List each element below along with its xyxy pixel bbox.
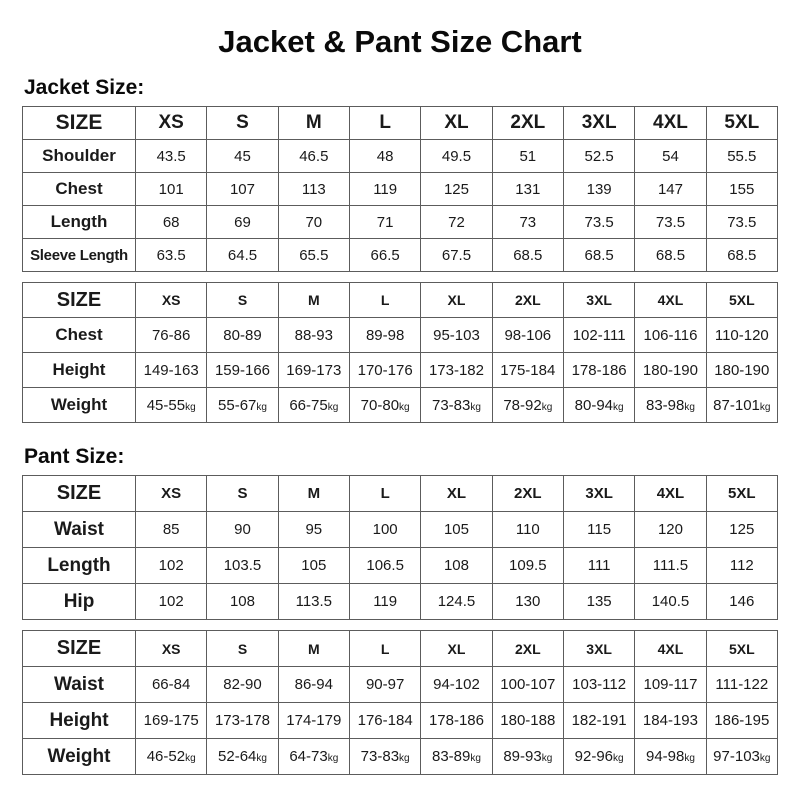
table-row <box>23 584 778 620</box>
row-label: Height <box>23 703 136 739</box>
cell-unit: kg <box>185 401 196 413</box>
header-size-s: S <box>207 631 278 667</box>
header-size-4xl: 4XL <box>635 476 706 512</box>
cell-value: 85 <box>136 512 207 548</box>
cell-value: 88-93 <box>278 318 349 353</box>
header-size-4xl: 4XL <box>635 107 706 140</box>
cell-value: 105 <box>421 512 492 548</box>
cell-value: 106.5 <box>349 548 420 584</box>
cell-value: 102 <box>136 548 207 584</box>
table-header-row <box>23 476 778 512</box>
cell-value: 89-98 <box>349 318 420 353</box>
cell-value: 120 <box>635 512 706 548</box>
cell-value: 100-107 <box>492 667 563 703</box>
header-size-m: M <box>278 283 349 318</box>
cell-value: 52.5 <box>563 140 634 173</box>
cell-value: 125 <box>421 173 492 206</box>
table-row <box>23 173 778 206</box>
row-label: Waist <box>23 512 136 548</box>
header-size-5xl: 5XL <box>706 107 777 140</box>
cell-value: 100 <box>349 512 420 548</box>
cell-value: 80-94kg <box>563 388 634 423</box>
cell-unit: kg <box>541 401 553 413</box>
cell-value: 90 <box>207 512 278 548</box>
header-size-2xl: 2XL <box>492 631 563 667</box>
table-row <box>23 239 778 272</box>
header-size-label: SIZE <box>23 631 136 667</box>
cell-value: 119 <box>349 584 420 620</box>
table-header-row <box>23 283 778 318</box>
cell-value: 182-191 <box>563 703 634 739</box>
header-size-5xl: 5XL <box>706 283 777 318</box>
row-label: Chest <box>23 173 136 206</box>
header-size-5xl: 5XL <box>706 631 777 667</box>
cell-unit: kg <box>684 753 695 764</box>
cell-value: 103-112 <box>563 667 634 703</box>
header-size-xl: XL <box>421 631 492 667</box>
cell-value: 76-86 <box>136 318 207 353</box>
header-size-label: SIZE <box>23 476 136 512</box>
cell-value: 175-184 <box>492 353 563 388</box>
cell-value: 87-101kg <box>706 388 777 423</box>
cell-value: 115 <box>563 512 634 548</box>
cell-value: 155 <box>706 173 777 206</box>
cell-value: 178-186 <box>421 703 492 739</box>
cell-unit: kg <box>684 401 695 413</box>
jacket-measurement-table <box>22 106 778 272</box>
header-size-xl: XL <box>421 476 492 512</box>
table-header-row <box>23 107 778 140</box>
header-size-2xl: 2XL <box>492 476 563 512</box>
page-title: Jacket & Pant Size Chart <box>218 24 582 59</box>
table-row <box>23 703 778 739</box>
cell-value: 113.5 <box>278 584 349 620</box>
cell-value: 95 <box>278 512 349 548</box>
cell-value: 135 <box>563 584 634 620</box>
cell-value: 89-93kg <box>492 739 563 775</box>
table-header-row <box>23 631 778 667</box>
cell-value: 95-103 <box>421 318 492 353</box>
cell-value: 73.5 <box>563 206 634 239</box>
cell-value: 68.5 <box>492 239 563 272</box>
cell-value: 73.5 <box>706 206 777 239</box>
cell-value: 46.5 <box>278 140 349 173</box>
header-size-3xl: 3XL <box>563 107 634 140</box>
cell-value: 111-122 <box>706 667 777 703</box>
cell-value: 45-55kg <box>136 388 207 423</box>
row-label: Length <box>23 548 136 584</box>
cell-unit: kg <box>256 753 267 764</box>
cell-value: 112 <box>706 548 777 584</box>
cell-value: 80-89 <box>207 318 278 353</box>
cell-value: 52-64kg <box>207 739 278 775</box>
header-size-l: L <box>349 107 420 140</box>
cell-value: 102 <box>136 584 207 620</box>
cell-unit: kg <box>541 753 553 764</box>
pant-body-table <box>22 630 778 775</box>
table-row <box>23 206 778 239</box>
cell-value: 124.5 <box>421 584 492 620</box>
cell-value: 102-111 <box>563 318 634 353</box>
cell-value: 55.5 <box>706 140 777 173</box>
table-row <box>23 140 778 173</box>
cell-unit: kg <box>613 401 624 413</box>
cell-unit: kg <box>759 753 771 764</box>
pant-measurement-table <box>22 475 778 620</box>
cell-value: 70-80kg <box>349 388 420 423</box>
header-size-3xl: 3XL <box>563 631 634 667</box>
header-size-3xl: 3XL <box>563 283 634 318</box>
pant-measurement-body <box>23 476 778 620</box>
cell-value: 131 <box>492 173 563 206</box>
cell-value: 159-166 <box>207 353 278 388</box>
cell-value: 90-97 <box>349 667 420 703</box>
cell-unit: kg <box>327 753 339 764</box>
pant-section-title: Pant Size: <box>24 445 125 468</box>
table-row <box>23 512 778 548</box>
cell-value: 70 <box>278 206 349 239</box>
cell-value: 82-90 <box>207 667 278 703</box>
cell-value: 92-96kg <box>563 739 634 775</box>
cell-value: 173-178 <box>207 703 278 739</box>
cell-value: 119 <box>349 173 420 206</box>
cell-value: 109.5 <box>492 548 563 584</box>
cell-unit: kg <box>759 401 771 413</box>
cell-value: 113 <box>278 173 349 206</box>
cell-value: 46-52kg <box>136 739 207 775</box>
cell-value: 68 <box>136 206 207 239</box>
row-label: Sleeve Length <box>23 239 136 272</box>
cell-value: 73 <box>492 206 563 239</box>
header-size-m: M <box>278 476 349 512</box>
header-size-3xl: 3XL <box>563 476 634 512</box>
cell-value: 140.5 <box>635 584 706 620</box>
table-row <box>23 388 778 423</box>
row-label: Length <box>23 206 136 239</box>
cell-value: 130 <box>492 584 563 620</box>
table-row <box>23 318 778 353</box>
cell-value: 111.5 <box>635 548 706 584</box>
cell-value: 94-98kg <box>635 739 706 775</box>
cell-value: 55-67kg <box>207 388 278 423</box>
cell-value: 110 <box>492 512 563 548</box>
header-size-2xl: 2XL <box>492 107 563 140</box>
cell-value: 180-190 <box>706 353 777 388</box>
table-row <box>23 353 778 388</box>
header-size-m: M <box>278 107 349 140</box>
cell-value: 186-195 <box>706 703 777 739</box>
cell-value: 78-92kg <box>492 388 563 423</box>
row-label: Height <box>23 353 136 388</box>
cell-value: 69 <box>207 206 278 239</box>
cell-value: 71 <box>349 206 420 239</box>
cell-value: 73-83kg <box>421 388 492 423</box>
jacket-body-table <box>22 282 778 423</box>
header-size-5xl: 5XL <box>706 476 777 512</box>
row-label: Chest <box>23 318 136 353</box>
header-size-l: L <box>349 476 420 512</box>
cell-value: 43.5 <box>136 140 207 173</box>
cell-value: 105 <box>278 548 349 584</box>
cell-value: 86-94 <box>278 667 349 703</box>
cell-value: 98-106 <box>492 318 563 353</box>
cell-value: 110-120 <box>706 318 777 353</box>
row-label: Weight <box>23 388 136 423</box>
header-size-4xl: 4XL <box>635 283 706 318</box>
cell-value: 146 <box>706 584 777 620</box>
cell-value: 66.5 <box>349 239 420 272</box>
header-size-label: SIZE <box>23 107 136 140</box>
cell-value: 68.5 <box>635 239 706 272</box>
cell-value: 103.5 <box>207 548 278 584</box>
cell-unit: kg <box>613 753 624 764</box>
cell-value: 176-184 <box>349 703 420 739</box>
header-size-m: M <box>278 631 349 667</box>
cell-value: 66-84 <box>136 667 207 703</box>
cell-value: 83-98kg <box>635 388 706 423</box>
cell-value: 149-163 <box>136 353 207 388</box>
cell-value: 169-175 <box>136 703 207 739</box>
table-row <box>23 667 778 703</box>
cell-value: 174-179 <box>278 703 349 739</box>
cell-value: 72 <box>421 206 492 239</box>
header-size-xs: XS <box>136 631 207 667</box>
header-size-2xl: 2XL <box>492 283 563 318</box>
header-size-l: L <box>349 631 420 667</box>
cell-value: 48 <box>349 140 420 173</box>
cell-value: 49.5 <box>421 140 492 173</box>
cell-value: 180-190 <box>635 353 706 388</box>
cell-value: 170-176 <box>349 353 420 388</box>
jacket-body-body <box>23 283 778 423</box>
jacket-section-title: Jacket Size: <box>24 76 145 99</box>
cell-value: 147 <box>635 173 706 206</box>
cell-value: 73.5 <box>635 206 706 239</box>
cell-value: 83-89kg <box>421 739 492 775</box>
cell-unit: kg <box>470 753 481 764</box>
row-label: Hip <box>23 584 136 620</box>
header-size-4xl: 4XL <box>635 631 706 667</box>
cell-value: 65.5 <box>278 239 349 272</box>
header-size-xs: XS <box>136 107 207 140</box>
cell-value: 67.5 <box>421 239 492 272</box>
cell-value: 51 <box>492 140 563 173</box>
header-size-xl: XL <box>421 283 492 318</box>
cell-value: 64-73kg <box>278 739 349 775</box>
cell-value: 169-173 <box>278 353 349 388</box>
header-size-s: S <box>207 107 278 140</box>
cell-value: 97-103kg <box>706 739 777 775</box>
header-size-xs: XS <box>136 283 207 318</box>
cell-unit: kg <box>256 401 267 413</box>
header-size-l: L <box>349 283 420 318</box>
cell-value: 64.5 <box>207 239 278 272</box>
cell-value: 63.5 <box>136 239 207 272</box>
cell-unit: kg <box>399 401 410 413</box>
cell-unit: kg <box>327 401 339 413</box>
cell-value: 139 <box>563 173 634 206</box>
cell-value: 106-116 <box>635 318 706 353</box>
header-size-label: SIZE <box>23 283 136 318</box>
cell-value: 73-83kg <box>349 739 420 775</box>
header-size-s: S <box>207 283 278 318</box>
header-size-s: S <box>207 476 278 512</box>
cell-value: 108 <box>207 584 278 620</box>
cell-value: 108 <box>421 548 492 584</box>
cell-value: 66-75kg <box>278 388 349 423</box>
cell-value: 107 <box>207 173 278 206</box>
row-label: Weight <box>23 739 136 775</box>
cell-unit: kg <box>470 401 481 413</box>
cell-value: 94-102 <box>421 667 492 703</box>
table-row <box>23 548 778 584</box>
cell-value: 178-186 <box>563 353 634 388</box>
cell-value: 109-117 <box>635 667 706 703</box>
cell-value: 184-193 <box>635 703 706 739</box>
cell-value: 68.5 <box>706 239 777 272</box>
row-label: Shoulder <box>23 140 136 173</box>
cell-unit: kg <box>399 753 410 764</box>
cell-value: 173-182 <box>421 353 492 388</box>
pant-body-body <box>23 631 778 775</box>
cell-value: 111 <box>563 548 634 584</box>
cell-value: 101 <box>136 173 207 206</box>
jacket-measurement-body <box>23 107 778 272</box>
cell-value: 54 <box>635 140 706 173</box>
header-size-xl: XL <box>421 107 492 140</box>
cell-value: 180-188 <box>492 703 563 739</box>
row-label: Waist <box>23 667 136 703</box>
cell-unit: kg <box>185 753 196 764</box>
cell-value: 45 <box>207 140 278 173</box>
cell-value: 125 <box>706 512 777 548</box>
cell-value: 68.5 <box>563 239 634 272</box>
table-row <box>23 739 778 775</box>
header-size-xs: XS <box>136 476 207 512</box>
